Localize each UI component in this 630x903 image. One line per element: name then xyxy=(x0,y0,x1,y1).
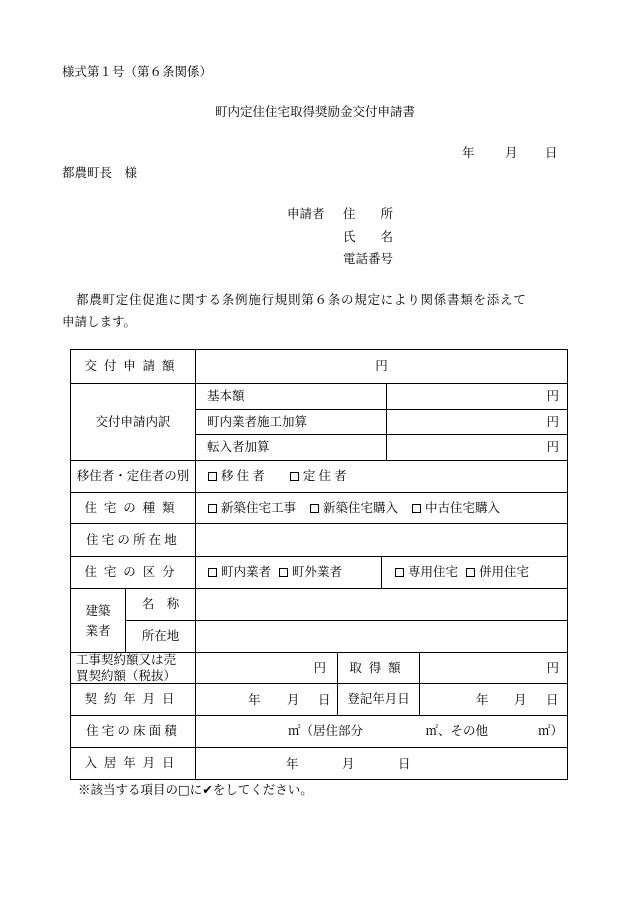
checkbox-icon xyxy=(208,504,217,513)
builder-label-line-1: 建築 xyxy=(85,602,111,618)
contract-date-label: 契約年月日 xyxy=(84,691,182,707)
registration-date-month: 月 xyxy=(514,692,527,707)
addressee: 都農町長 様 xyxy=(62,165,138,180)
builder-name-label: 名 称 xyxy=(141,596,180,612)
move-in-date-month: 月 xyxy=(342,756,355,771)
applicant-name-label: 氏 名 xyxy=(343,229,394,244)
applicant-phone-label: 電話番号 xyxy=(343,251,394,266)
resident-option-settler[interactable]: 定住者 xyxy=(290,470,350,483)
contractor-option-outside[interactable]: 町外業者 xyxy=(279,566,342,579)
usage-option-exclusive[interactable]: 専用住宅 xyxy=(395,566,458,579)
checkbox-icon xyxy=(466,568,475,577)
amount-yen: 円 xyxy=(375,358,388,374)
acquisition-yen: 円 xyxy=(546,659,559,675)
house-type-option-used-purchase[interactable]: 中古住宅購入 xyxy=(412,502,500,515)
breakdown-yen-transferee: 円 xyxy=(546,439,559,455)
floor-area-label: 住宅の床面積 xyxy=(86,723,180,739)
builder-address-label: 所在地 xyxy=(141,628,180,644)
floor-area-value: ㎡（居住部分 ㎡、その他 ㎡） xyxy=(288,723,564,739)
category-label: 住宅の区分 xyxy=(84,564,182,580)
house-type-label: 住宅の種類 xyxy=(84,499,182,515)
form-number: 様式第１号（第６条関係） xyxy=(62,64,213,79)
location-label: 住宅の所在地 xyxy=(86,531,180,547)
acquisition-label: 取得額 xyxy=(349,659,408,675)
contract-amount-label-line-2: 買契約額（税抜） xyxy=(76,668,177,683)
breakdown-item-local-contractor: 町内業者施工加算 xyxy=(207,413,308,429)
registration-date-label: 登記年月日 xyxy=(347,691,410,707)
registration-date-year: 年 xyxy=(476,692,489,707)
contract-date-year: 年 xyxy=(248,692,261,707)
contract-amount-label-line-1: 工事契約額又は売 xyxy=(76,652,177,668)
body-text-line-1: 都農町定住促進に関する条例施行規則第６条の規定により関係書類を添えて xyxy=(76,292,527,307)
checkbox-icon xyxy=(395,568,404,577)
footnote: ※該当する項目の□に✔をしてください。 xyxy=(78,782,313,797)
contract-amount-yen: 円 xyxy=(313,659,326,675)
checkbox-icon xyxy=(412,504,421,513)
contract-date-day: 日 xyxy=(318,692,331,707)
date-month: 月 xyxy=(505,145,518,160)
move-in-date-day: 日 xyxy=(398,756,411,771)
house-type-option-new-purchase[interactable]: 新築住宅購入 xyxy=(310,502,398,515)
resident-option-migrant[interactable]: 移住者 xyxy=(208,470,268,483)
checkbox-icon xyxy=(279,568,288,577)
breakdown-label: 交付申請内訳 xyxy=(95,413,171,429)
document-title: 町内定住住宅取得奨励金交付申請書 xyxy=(214,104,415,119)
house-type-option-new-construction[interactable]: 新築住宅工事 xyxy=(208,502,296,515)
contractor-option-local[interactable]: 町内業者 xyxy=(208,566,271,579)
resident-type-label: 移住者・定住者の別 xyxy=(76,468,190,484)
checkbox-icon xyxy=(310,504,319,513)
amount-label: 交付申請額 xyxy=(84,358,182,374)
applicant-address-label: 住 所 xyxy=(343,206,394,221)
date-year: 年 xyxy=(462,145,475,160)
applicant-label: 申請者 xyxy=(287,206,325,221)
checkbox-icon xyxy=(208,472,217,481)
breakdown-yen-local-contractor: 円 xyxy=(546,413,559,429)
breakdown-item-basic: 基本額 xyxy=(207,388,245,404)
registration-date-day: 日 xyxy=(546,692,559,707)
breakdown-yen-basic: 円 xyxy=(546,388,559,404)
body-text-line-2: 申請します。 xyxy=(62,314,137,329)
contract-date-month: 月 xyxy=(287,692,300,707)
checkbox-icon xyxy=(290,472,299,481)
date-day: 日 xyxy=(545,145,558,160)
breakdown-item-transferee: 転入者加算 xyxy=(207,439,270,455)
builder-label-line-2: 業者 xyxy=(85,622,111,638)
move-in-date-label: 入居年月日 xyxy=(84,755,182,771)
move-in-date-year: 年 xyxy=(286,756,299,771)
checkbox-icon xyxy=(208,568,217,577)
usage-option-combined[interactable]: 併用住宅 xyxy=(466,566,529,579)
